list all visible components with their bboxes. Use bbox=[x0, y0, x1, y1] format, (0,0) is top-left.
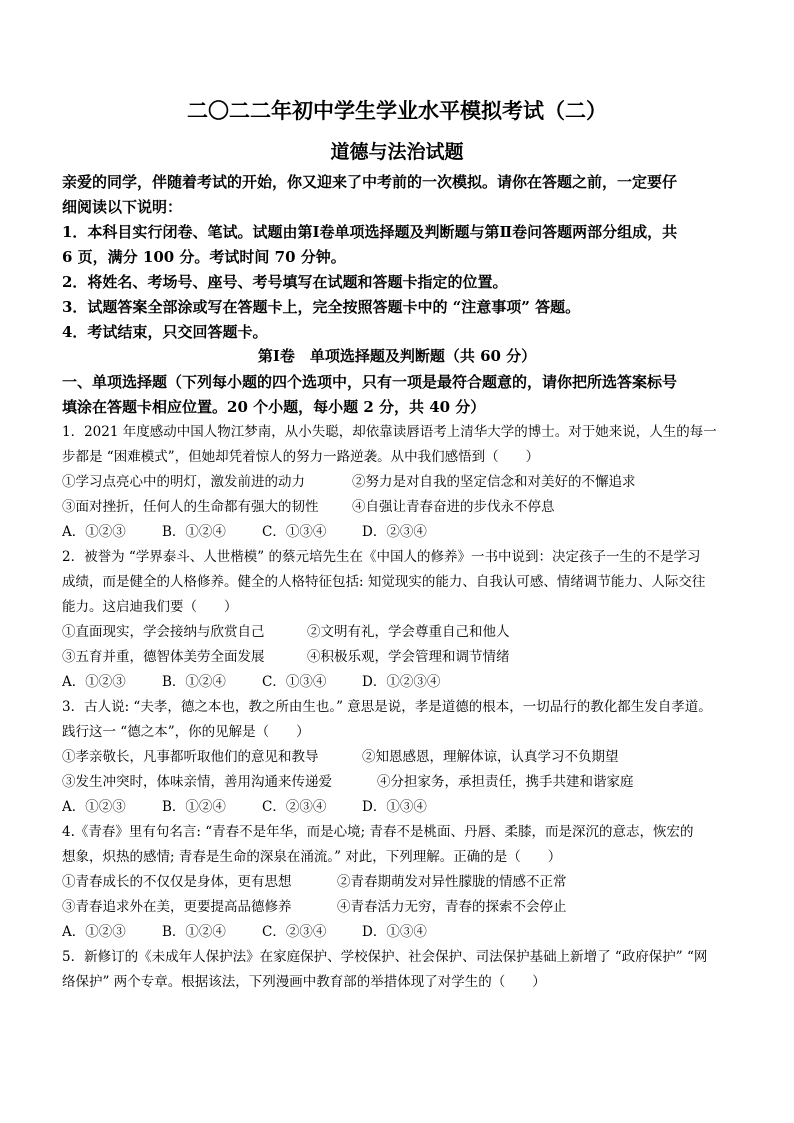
choice-d: D．①②③④ bbox=[362, 674, 441, 690]
option-row bbox=[62, 495, 742, 520]
option-statement: ③五育并重，德智体美劳全面发展 bbox=[62, 649, 265, 665]
option-statement: ④积极乐观，学会管理和调节情绪 bbox=[307, 649, 510, 665]
question-2 bbox=[62, 545, 742, 695]
option-statement: ④分担家务，承担责任，携手共建和谐家庭 bbox=[377, 774, 634, 790]
instruction-item-1-line2: 6 页，满分 100 分。考试时间 70 分钟。 bbox=[62, 248, 346, 266]
instruction-item-4: 4．考试结束，只交回答题卡。 bbox=[62, 323, 268, 341]
choice-b: B．①②④ bbox=[162, 924, 226, 940]
question-stem-line: 成绩，而是健全的人格修养。健全的人格特征包括: 知觉现实的能力、自我认可感、情绪调节能力、人际交往 bbox=[62, 574, 706, 590]
choice-b: B．①②④ bbox=[162, 674, 226, 690]
option-statement: ③青春追求外在美，更要提高品德修养 bbox=[62, 899, 292, 915]
question-3 bbox=[62, 695, 742, 820]
part-heading bbox=[62, 370, 742, 420]
part-heading-line1: 一、单项选择题（下列每小题的四个选项中，只有一项是最符合题意的，请你把所选答案标号 bbox=[62, 373, 678, 391]
option-row bbox=[62, 870, 742, 895]
option-row bbox=[62, 895, 742, 920]
choice-a: A．①②③ bbox=[62, 524, 126, 540]
question-stem-line: 步都是 “困难模式”，但她却凭着惊人的努力一路逆袭。从中我们感悟到（ ） bbox=[62, 449, 540, 465]
instructions-intro-line1: 亲爱的同学，伴随着考试的开始，你又迎来了中考前的一次模拟。请你在答题之前，一定要仔 bbox=[62, 173, 678, 191]
question-stem-line: 践行这一 “德之本”，你的见解是（ ） bbox=[62, 724, 310, 740]
section-heading: 第Ⅰ卷 单项选择题及判断题（共 60 分） bbox=[257, 347, 537, 365]
option-statement: ②文明有礼，学会尊重自己和他人 bbox=[307, 624, 510, 640]
option-row bbox=[62, 620, 742, 645]
option-statement: ③面对挫折，任何人的生命都有强大的韧性 bbox=[62, 499, 319, 515]
question-5 bbox=[62, 945, 742, 995]
option-row bbox=[62, 745, 742, 770]
instruction-item-1-line1: 1．本科目实行闭卷、笔试。试题由第Ⅰ卷单项选择题及判断题与第Ⅱ卷问答题两部分组成，共 bbox=[62, 223, 678, 241]
choice-d: D．②③④ bbox=[362, 524, 427, 540]
option-statement: ②努力是对自我的坚定信念和对美好的不懈追求 bbox=[352, 474, 636, 490]
question-1 bbox=[62, 420, 742, 545]
choice-a: A．①②③ bbox=[62, 924, 126, 940]
choice-d: D．①③④ bbox=[362, 799, 427, 815]
choice-c: C．②③④ bbox=[262, 799, 327, 815]
choice-c: C．②③④ bbox=[262, 924, 327, 940]
option-statement: ①学习点亮心中的明灯，激发前进的动力 bbox=[62, 474, 305, 490]
choice-d: D．①③④ bbox=[362, 924, 427, 940]
exam-subject: 道德与法治试题 bbox=[330, 141, 464, 163]
question-stem-line: 能力。这启迪我们要（ ） bbox=[62, 599, 238, 615]
option-statement: ④自强让青春奋进的步伐永不停息 bbox=[352, 499, 555, 515]
option-statement: ①青春成长的不仅仅是身体，更有思想 bbox=[62, 874, 292, 890]
choice-a: A．①②③ bbox=[62, 799, 126, 815]
option-row bbox=[62, 470, 742, 495]
choice-b: B．①②④ bbox=[162, 799, 226, 815]
option-statement: ①孝亲敬长，凡事都听取他们的意见和教导 bbox=[62, 749, 319, 765]
question-stem-line: 想象，炽热的感情; 青春是生命的深泉在涌流。” 对此，下列理解。正确的是（ ） bbox=[62, 849, 562, 865]
question-list bbox=[62, 420, 742, 995]
choice-c: C．①③④ bbox=[262, 674, 327, 690]
option-row bbox=[62, 770, 742, 795]
question-4 bbox=[62, 820, 742, 945]
answer-choices bbox=[62, 520, 742, 545]
choice-a: A．①②③ bbox=[62, 674, 126, 690]
instructions-intro-line2: 细阅读以下说明： bbox=[62, 198, 183, 216]
option-statement: ②青春期萌发对异性朦胧的情感不正常 bbox=[337, 874, 567, 890]
option-statement: ②知恩感恩，理解体谅，认真学习不负期望 bbox=[362, 749, 619, 765]
choice-b: B．①②④ bbox=[162, 524, 226, 540]
option-statement: ④青春活力无穷，青春的探索不会停止 bbox=[337, 899, 567, 915]
answer-choices bbox=[62, 920, 742, 945]
answer-choices bbox=[62, 795, 742, 820]
instruction-item-3: 3．试题答案全部涂或写在答题卡上，完全按照答题卡中的 “注意事项” 答题。 bbox=[62, 298, 581, 316]
exam-title: 二〇二二年初中学生学业水平模拟考试（二） bbox=[187, 98, 607, 123]
option-statement: ①直面现实，学会接纳与欣赏自己 bbox=[62, 624, 265, 640]
option-row bbox=[62, 645, 742, 670]
answer-choices bbox=[62, 670, 742, 695]
question-stem-line: 3．古人说: “夫孝，德之本也，教之所由生也。” 意思是说，孝是道德的根本，一切品行的教化都生发自孝道。 bbox=[62, 699, 712, 715]
question-stem-line: 4.《青春》里有句名言: “青春不是年华，而是心境; 青春不是桃面、丹唇、柔膝，而是深沉的意志，恢宏的 bbox=[62, 824, 694, 840]
option-statement: ③发生冲突时，体味亲情，善用沟通来传递爱 bbox=[62, 774, 332, 790]
question-stem-line: 1．2021 年度感动中国人物江梦南，从小失聪，却依靠读唇语考上清华大学的博士。对于她来说，人生的每一 bbox=[62, 424, 717, 440]
question-stem-line: 5．新修订的《未成年人保护法》在家庭保护、学校保护、社会保护、司法保护基础上新增了 “政府保护” “网 bbox=[62, 949, 708, 965]
instructions bbox=[62, 170, 742, 345]
question-stem-line: 2．被誉为 “学界泰斗、人世楷模” 的蔡元培先生在《中国人的修养》一书中说到：决定孩子一生的不是学习 bbox=[62, 549, 701, 565]
question-stem-line: 络保护” 两个专章。根据该法，下列漫画中教育部的举措体现了对学生的（ ） bbox=[62, 974, 546, 990]
part-heading-line2: 填涂在答题卡相应位置。20 个小题，每小题 2 分，共 40 分） bbox=[62, 398, 486, 416]
instruction-item-2: 2．将姓名、考场号、座号、考号填写在试题和答题卡指定的位置。 bbox=[62, 273, 508, 291]
choice-c: C．①③④ bbox=[262, 524, 327, 540]
